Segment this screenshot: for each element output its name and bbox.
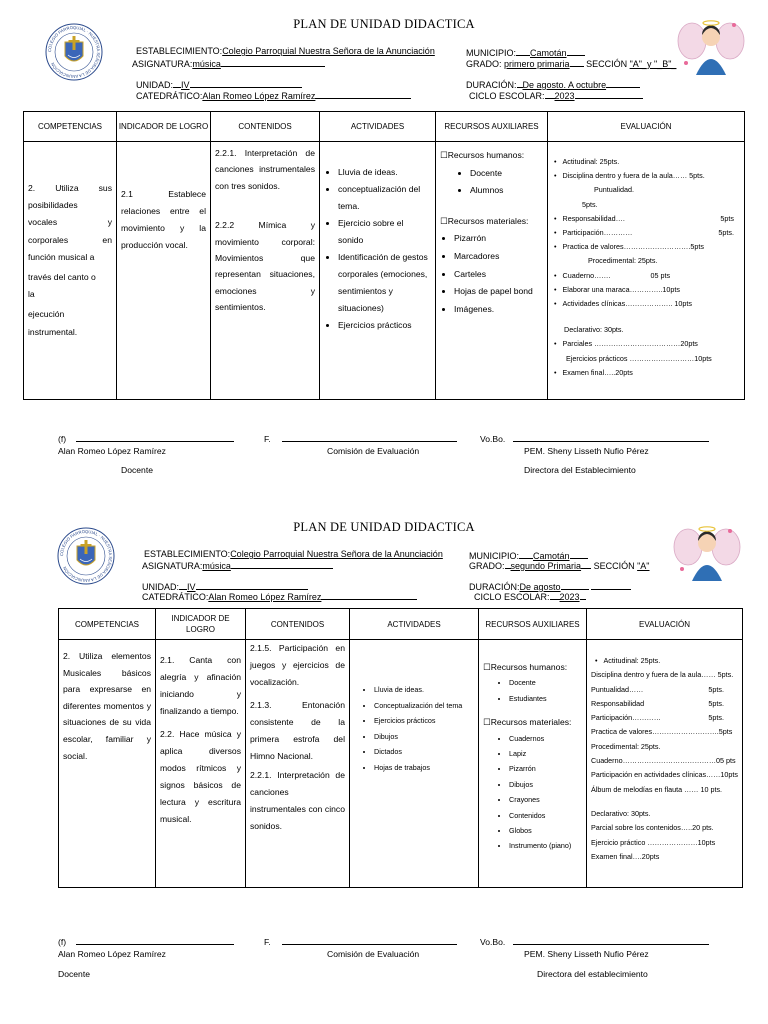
municipio-label: MUNICIPIO: [466, 48, 517, 58]
docente-role: Docente [121, 465, 154, 475]
header-indicador: INDICADOR DE LOGRO [117, 112, 211, 142]
list-item: • Lapiz [509, 746, 582, 761]
list-item: • Globos [509, 823, 582, 838]
list-item: • Pizarrón [509, 761, 582, 776]
catedratico-value: Alan Romeo López Ramírez [202, 91, 316, 101]
ciclo-label: CICLO ESCOLAR: [474, 592, 550, 602]
signature-f2-label: F. [264, 937, 271, 947]
list-item: • Crayones [509, 792, 582, 807]
list-item: • Carteles [454, 266, 543, 284]
list-item: • Contenidos [509, 808, 582, 823]
signature-line-comision [282, 441, 457, 442]
catedratico-row [142, 590, 417, 603]
plan-table [58, 608, 743, 888]
list-item: • Cuadernos [509, 731, 582, 746]
grado-row [466, 57, 676, 70]
list-item: • Lluvia de ideas. [374, 682, 474, 698]
list-item: • Dibujos [374, 729, 474, 745]
asignatura-value: música [192, 59, 221, 69]
list-item: • Instrumento (piano) [509, 838, 582, 853]
catedratico-label: CATEDRÁTICO: [142, 592, 209, 602]
plan-title: PLAN DE UNIDAD DIDACTICA [293, 17, 475, 31]
asignatura-label: ASIGNATURA: [132, 59, 193, 69]
list-item: • Docente [509, 675, 582, 690]
docente-role: Docente [58, 969, 91, 979]
header-evaluacion: EVALUACIÓN [548, 112, 745, 142]
docente-name: Alan Romeo López Ramírez [58, 446, 166, 456]
list-item: • Ejercicio sobre el sonido [338, 215, 431, 249]
comision-label: Comisión de Evaluación [327, 446, 420, 456]
list-item: • Estudiantes [509, 691, 582, 706]
unidad-value: IV [181, 80, 190, 90]
list-item: • Docente [470, 165, 543, 183]
list-item: • Dibujos [509, 777, 582, 792]
contenidos-cell [211, 142, 320, 400]
duracion-label: DURACIÓN: [466, 80, 517, 90]
header-actividades: ACTIVIDADES [350, 609, 479, 640]
comision-label: Comisión de Evaluación [327, 949, 420, 959]
table-header-row [24, 112, 745, 142]
indicador-cell [117, 142, 211, 400]
recursos-list [436, 142, 547, 321]
seccion-label: SECCIÓN [586, 59, 628, 69]
duracion-label: DURACIÓN: [469, 582, 520, 592]
list-item: • conceptualización del tema. [338, 181, 431, 215]
catedratico-row [136, 89, 411, 102]
signature-line-docente [76, 944, 234, 945]
ciclo-label: CICLO ESCOLAR: [469, 91, 545, 101]
grado-value: primero primaria [504, 59, 570, 69]
establecimiento-label: ESTABLECIMIENTO: [144, 549, 231, 559]
directora-role: Directora del establecimiento [537, 969, 648, 979]
signature-line-comision [282, 944, 457, 945]
actividades-cell [350, 640, 479, 888]
municipio-value: Camotán [533, 551, 570, 561]
header-contenidos: CONTENIDOS [211, 112, 320, 142]
directora-name: PEM. Sheny Lisseth Nufio Pérez [524, 949, 649, 959]
grado-value: segundo Primaria [510, 561, 582, 571]
signature-line-docente [76, 441, 234, 442]
catedratico-label: CATEDRÁTICO: [136, 91, 203, 101]
indicador-text: 2.1. Canta con alegría y afinación iniciando y finalizando a tiempo. 2.2. Hace música y aplica diversos modos rítmicos y signos básicos de lectura y escritura musical. [160, 655, 241, 824]
signature-line-directora [513, 944, 709, 945]
plan-table [23, 111, 745, 400]
recursos-humanos-label: ☐Recursos humanos: [440, 150, 525, 160]
directora-role: Directora del Establecimiento [524, 465, 636, 475]
list-item: • Alumnos [470, 182, 543, 200]
signature-vobo-label: Vo.Bo. [480, 937, 506, 947]
ciclo-row [474, 590, 586, 603]
directora-name: PEM. Sheny Lisseth Nufio Pérez [524, 446, 649, 456]
header-recursos: RECURSOS AUXILIARES [436, 112, 548, 142]
establecimiento-value: Colegio Parroquial Nuestra Señora de la Anunciación [222, 46, 435, 56]
ciclo-row [469, 89, 643, 102]
signature-f2-label: F. [264, 434, 271, 444]
ciclo-value: 2023 [559, 592, 580, 602]
list-item: • Ejercicios prácticos [374, 713, 474, 729]
contenidos-text: 2.1.5. Participación en juegos y ejercicios de vocalización. 2.1.3. Entonación consistente de la primera estrofa del Himno Nacional. 2.2.1. Interpretación de canciones instrumentales con cinco sonidos. [250, 643, 345, 831]
school-seal-logo [56, 526, 116, 586]
angel-illustration [676, 13, 746, 79]
actividades-cell [320, 142, 436, 400]
grado-row [469, 559, 650, 572]
duracion-value: De agosto [519, 582, 561, 592]
actividades-list [350, 640, 478, 779]
contenidos-cell [246, 640, 350, 888]
header-evaluacion: EVALUACIÓN [587, 609, 743, 640]
asignatura-row [142, 559, 333, 572]
evaluacion-list: • Actitudinal: 25pts. • Disciplina dentro y fuera de la aula…… 5pts. Puntualidad. 5pts. • Responsabilidad…. 5pts • Participación………… 5pts. • Practica de valores……………………….5pts Procedimental: 25pts. • Cuaderno……. 05 pts • Elaborar una maraca…………..10pts • Actividades clínicas……………….. 10pts Declarativo: 30pts. • Parciales ………………………………20pts Ejercicios prácticos ………………………10pts • Examen final…..20pts [554, 157, 734, 377]
svg-text:COLEGIO PARROQUIAL · NUESTRA S: COLEGIO PARROQUIAL · NUESTRA SEÑORA DE LA ANUNCIACIÓN [46, 24, 102, 80]
grado-label: GRADO: [466, 59, 502, 69]
recursos-list [479, 640, 586, 857]
list-item: • Hojas de trabajos [374, 760, 474, 776]
asignatura-label: ASIGNATURA: [142, 561, 203, 571]
recursos-humanos-label: ☐Recursos humanos: [483, 662, 568, 672]
recursos-cell [479, 640, 587, 888]
docente-name: Alan Romeo López Ramírez [58, 949, 166, 959]
list-item: • Imágenes. [454, 301, 543, 319]
municipio-label: MUNICIPIO: [469, 551, 520, 561]
grado-label: GRADO: [469, 561, 505, 571]
signature-vobo-label: Vo.Bo. [480, 434, 506, 444]
unidad-value: IV [187, 582, 196, 592]
recursos-materiales-label: ☐Recursos materiales: [440, 215, 529, 226]
table-row [59, 640, 743, 888]
establecimiento-label: ESTABLECIMIENTO: [136, 46, 223, 56]
contenidos-text: 2.2.1. Interpretación de canciones instrumentales con tres sonidos. 2.2.2 Mímica y movimiento corporal: Movimientos que representan situaciones, emociones y sentimientos. [215, 148, 315, 313]
list-item: • Pizarrón [454, 230, 543, 248]
municipio-value: Camotán [530, 48, 567, 58]
list-item: • Identificación de gestos corporales (emociones, sentimientos y situaciones) [338, 249, 431, 317]
header-competencias: COMPETENCIAS [59, 609, 156, 640]
establecimiento-row [136, 46, 435, 57]
asignatura-value: música [202, 561, 231, 571]
list-item: • Dictados [374, 744, 474, 760]
angel-illustration [672, 519, 742, 585]
indicador-text: 2.1 Establece relaciones entre el movimiento y la producción vocal. [121, 189, 206, 250]
list-item: • Hojas de papel bond [454, 283, 543, 301]
establecimiento-value: Colegio Parroquial Nuestra Señora de la Anunciación [230, 549, 443, 559]
plan-title: PLAN DE UNIDAD DIDACTICA [293, 520, 475, 534]
signature-f-label: (f) [58, 434, 67, 444]
competencias-cell [24, 142, 117, 400]
evaluacion-list: • Actitudinal: 25pts. Disciplina dentro y fuera de la aula…… 5pts. Puntualidad…… 5pts. Responsabilidad 5pts. Participación………… 5pts. Practica de valores……………………….5pts Procedimental: 25pts. Cuaderno…………………………………05 pts Participación en actividades clínicas……10pts Álbum de melodías en flauta …… 10 pts. Declarativo: 30pts. Parcial sobre los contenidos…..20 pts. Ejercicio práctico …………………10pts Examen final….20pts [591, 656, 738, 861]
header-contenidos: CONTENIDOS [246, 609, 350, 640]
catedratico-value: Alan Romeo López Ramírez [208, 592, 322, 602]
seccion-value: "A"_y "_B"_ [629, 59, 677, 69]
header-actividades: ACTIVIDADES [320, 112, 436, 142]
asignatura-row [132, 57, 325, 70]
recursos-materiales-label: ☐Recursos materiales: [483, 717, 572, 728]
actividades-list [320, 142, 435, 337]
duracion-value: De agosto. A octubre [522, 80, 607, 90]
unidad-label: UNIDAD: [142, 582, 180, 592]
evaluacion-cell [587, 640, 743, 888]
signature-f-label: (f) [58, 937, 67, 947]
competencia-text: 2. Utiliza elementos Musicales básicos para expresarse en diferentes momentos y situaciones de su vida escolar, familiar y social. [63, 651, 151, 761]
competencias-cell [59, 640, 156, 888]
table-header-row [59, 609, 743, 640]
evaluacion-cell [548, 142, 745, 400]
ciclo-value: 2023 [554, 91, 575, 101]
competencia-text: 2. Utiliza sus posibilidades vocales y corporales en función musical a través del canto o la ejecución instrumental. [28, 183, 112, 337]
list-item: • Ejercicios prácticos [338, 317, 431, 334]
signature-line-directora [513, 441, 709, 442]
seccion-value: "A" [637, 561, 650, 571]
header-competencias: COMPETENCIAS [24, 112, 117, 142]
header-indicador: INDICADOR DE LOGRO [156, 609, 246, 640]
table-row [24, 142, 745, 400]
list-item: • Lluvia de ideas. [338, 164, 431, 181]
indicador-cell [156, 640, 246, 888]
list-item: • Conceptualización del tema [374, 698, 474, 714]
seccion-label: SECCIÓN [593, 561, 635, 571]
header-recursos: RECURSOS AUXILIARES [479, 609, 587, 640]
list-item: • Marcadores [454, 248, 543, 266]
svg-text:COLEGIO PARROQUIAL · NUESTRA S: COLEGIO PARROQUIAL · NUESTRA SEÑORA DE LA ANUNCIACIÓN [58, 528, 114, 584]
recursos-cell [436, 142, 548, 400]
unidad-label: UNIDAD: [136, 80, 174, 90]
